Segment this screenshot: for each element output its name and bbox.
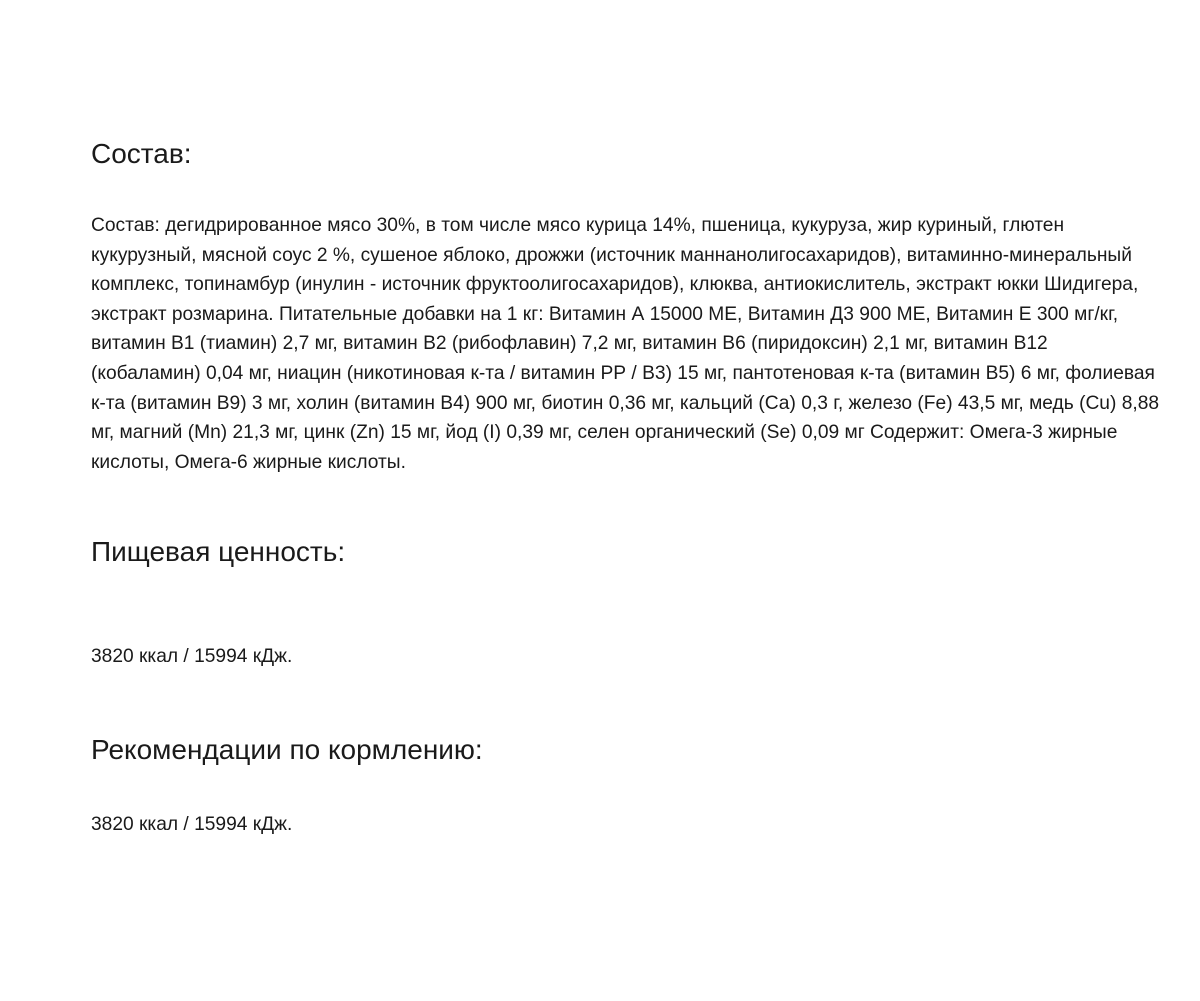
composition-text: Состав: дегидрированное мясо 30%, в том числе мясо курица 14%, пшеница, кукуруза, жир куриный, глютен кукурузный, мясной соус 2 %, сушеное яблоко, дрожжи (источник маннанолигосахаридов), витаминно-минеральный комплекс, топинамбур (инулин - источник фруктоолигосахаридов), клюква, антиокислитель, экстракт юкки Шидигера, экстракт розмарина. Питательные добавки на 1 кг: Витамин А 15000 МЕ, Витамин Д3 900 МЕ, Витамин Е 300 мг/кг, витамин В1 (тиамин) 2,7 мг, витамин В2 (рибофлавин) 7,2 мг, витамин В6 (пиридоксин) 2,1 мг, витамин В12 (кобаламин) 0,04 мг, ниацин (никотиновая к-та / витамин РР / В3) 15 мг, пантотеновая к-та (витамин В5) 6 мг, фолиевая к-та (витамин В9) 3 мг, холин (витамин В4) 900 мг, биотин 0,36 мг, кальций (Са) 0,3 г, железо (Fe) 43,5 мг, медь (Cu) 8,88 мг, магний (Mn) 21,3 мг, цинк (Zn) 15 мг, йод (I) 0,39 мг, селен органический (Se) 0,09 мг Содержит: Омега-3 жирные кислоты, Омега-6 жирные кислоты.: [91, 215, 1160, 473]
composition-heading: Состав:: [91, 138, 192, 169]
feeding-text: 3820 ккал / 15994 кДж.: [91, 814, 293, 835]
nutrition-heading: Пищевая ценность:: [91, 536, 346, 567]
feeding-heading: Рекомендации по кормлению:: [91, 734, 483, 765]
nutrition-text: 3820 ккал / 15994 кДж.: [91, 646, 293, 667]
